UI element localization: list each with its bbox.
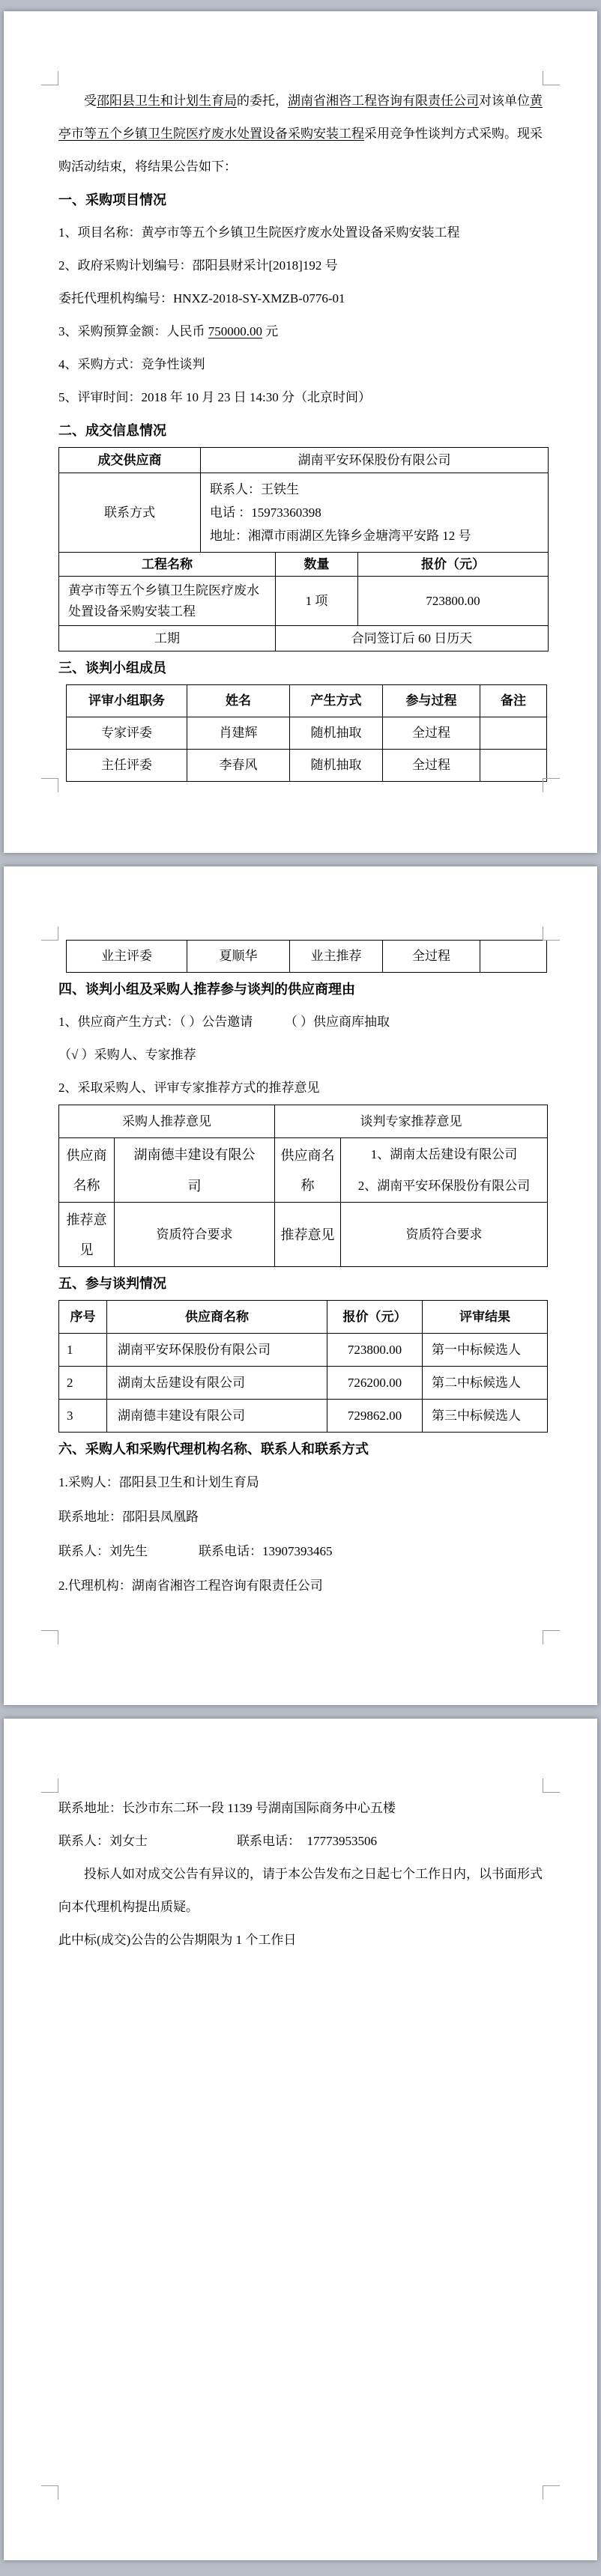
buyer-line: 1.采购人：邵阳县卫生和计划生育局 <box>58 1475 259 1489</box>
contact-label-cell: 联系方式 <box>59 473 201 553</box>
crop-mark-bottom-right-icon <box>543 2485 560 2500</box>
table-row <box>59 1138 548 1203</box>
contact-phone: 电话 ：15973360398 <box>210 505 321 520</box>
agency-address-line: 联系地址：长沙市东二环一段 1139 号湖南国际商务中心五楼 <box>58 1801 396 1815</box>
contact-value-cell <box>201 473 549 553</box>
objection-paragraph: 投标人如对成交公告有异议的，请于本公告发布之日起七个工作日内，以书面形式向本代理机构提出质疑。 <box>58 1867 543 1914</box>
col-participation: 参与过程 <box>383 685 480 717</box>
agency-contact-line: 联系人：刘女士 联系电话： 17773953506 <box>58 1834 377 1848</box>
col-selection: 产生方式 <box>290 685 383 717</box>
table-row <box>59 626 549 651</box>
award-info-table <box>58 447 549 651</box>
review-time-line: 5、评审时间：2018 年 10 月 23 日 14:30 分（北京时间） <box>58 390 371 404</box>
intro-text-1: 受 <box>84 94 97 108</box>
crop-mark-bottom-left-icon <box>41 778 58 792</box>
contact-person: 联系人：王铁生 <box>210 482 299 496</box>
table-row <box>59 577 549 626</box>
cell-selection: 随机抽取 <box>290 750 383 782</box>
duration-value-cell: 合同签订后 60 日历天 <box>276 626 549 651</box>
section6-heading: 六、采购人和采购代理机构名称、联系人和联系方式 <box>58 1442 369 1456</box>
cell-remark <box>480 750 547 782</box>
table-row <box>59 1334 548 1367</box>
table-row <box>59 473 549 553</box>
buyer-supplier-value: 湖南德丰建设有限公司 <box>115 1138 275 1203</box>
cell-seq: 2 <box>59 1367 107 1400</box>
crop-mark-top-right-icon <box>543 926 560 941</box>
method-line: 4、采购方式：竞争性谈判 <box>58 357 205 371</box>
crop-mark-bottom-left-icon <box>41 2485 58 2500</box>
cell-role: 主任评委 <box>67 750 187 782</box>
col-supplier: 供应商名称 <box>107 1301 327 1334</box>
table-header-row <box>59 1301 548 1334</box>
table-row <box>59 1203 548 1267</box>
crop-mark-top-left-icon <box>41 71 58 85</box>
page-1 <box>4 11 597 853</box>
cell-price: 726200.00 <box>327 1367 423 1400</box>
buyer-address-line: 联系地址：邵阳县凤凰路 <box>58 1510 199 1524</box>
cell-name: 肖建辉 <box>187 717 290 750</box>
agency-name-underlined: 湖南省湘咨工程咨询有限责任公司 <box>288 94 479 108</box>
supplier-value-cell: 湖南平安环保股份有限公司 <box>201 448 549 473</box>
project-col-header: 工程名称 <box>59 553 276 577</box>
cell-supplier: 湖南德丰建设有限公司 <box>107 1400 327 1433</box>
cell-result: 第一中标候选人 <box>423 1334 548 1367</box>
intro-text-3: 对该单位 <box>479 94 530 108</box>
cell-role: 专家评委 <box>67 717 187 750</box>
project-name-cell: 黄亭市等五个乡镇卫生院医疗废水处置设备采购安装工程 <box>59 577 276 626</box>
cell-supplier: 湖南太岳建设有限公司 <box>107 1367 327 1400</box>
budget-line <box>58 315 547 348</box>
supplier-source-line: 1、供应商产生方式：（ ）公告邀请 （ ）供应商库抽取 <box>58 1015 390 1029</box>
cell-seq: 1 <box>59 1334 107 1367</box>
cell-result: 第三中标候选人 <box>423 1400 548 1433</box>
crop-mark-bottom-right-icon <box>543 1630 560 1644</box>
buyer-opinion-value: 资质符合要求 <box>115 1203 275 1267</box>
expert-recommendation-header: 谈判专家推荐意见 <box>275 1105 548 1138</box>
buyer-supplier-label: 供应商名称 <box>59 1138 115 1203</box>
expert-opinion-value: 资质符合要求 <box>341 1203 548 1267</box>
agency-line: 2.代理机构：湖南省湘咨工程咨询有限责任公司 <box>58 1579 323 1593</box>
plan-number-line: 2、政府采购计划编号：邵阳县财采计[2018]192 号 <box>58 258 338 273</box>
col-result: 评审结果 <box>423 1301 548 1334</box>
supplier-source-checked: （√ ）采购人、专家推荐 <box>58 1048 196 1062</box>
contact-address: 地址：湘潭市雨湖区先锋乡金塘湾平安路 12 号 <box>210 529 471 543</box>
col-name: 姓名 <box>187 685 290 717</box>
page-3-content <box>4 1719 597 1957</box>
expert-supplier-values <box>341 1138 548 1203</box>
expert-opinion-label: 推荐意见 <box>275 1203 341 1267</box>
table-header-row <box>67 685 547 717</box>
page-3 <box>4 1719 597 2560</box>
col-remark: 备注 <box>480 685 547 717</box>
table-row <box>59 1367 548 1400</box>
crop-mark-bottom-left-icon <box>41 1630 58 1644</box>
qty-col-header: 数量 <box>276 553 358 577</box>
price-cell: 723800.00 <box>358 577 549 626</box>
project-name-line: 1、项目名称：黄亭市等五个乡镇卫生院医疗废水处置设备采购安装工程 <box>58 225 460 240</box>
cell-seq: 3 <box>59 1400 107 1433</box>
cell-price: 729862.00 <box>327 1400 423 1433</box>
cell-participation: 全过程 <box>383 941 480 973</box>
negotiation-panel-table-continued <box>66 940 547 973</box>
section3-heading: 三、谈判小组成员 <box>58 660 166 675</box>
intro-text-4: 采用竞争性谈判方式采购。现采购活动结束，将结果公告如下： <box>58 127 543 174</box>
section4-heading: 四、谈判小组及采购人推荐参与谈判的供应商理由 <box>58 982 355 997</box>
expert-supplier-1: 1、湖南太岳建设有限公司 <box>370 1146 518 1161</box>
duration-label-cell: 工期 <box>59 626 276 651</box>
intro-text-2: 的委托， <box>237 94 288 108</box>
budget-prefix: 3、采购预算金额：人民币 <box>58 324 208 338</box>
buyer-recommendation-header: 采购人推荐意见 <box>59 1105 275 1138</box>
agency-number-line: 委托代理机构编号：HNXZ-2018-SY-XMZB-0776-01 <box>58 291 345 306</box>
participation-table <box>58 1300 548 1433</box>
cell-supplier: 湖南平安环保股份有限公司 <box>107 1334 327 1367</box>
project-name-underlined: 黄亭市等五个乡镇卫生院医疗废水处置设备采购安装工程 <box>58 94 543 141</box>
cell-participation: 全过程 <box>383 750 480 782</box>
negotiation-panel-table <box>66 684 547 782</box>
cell-price: 723800.00 <box>327 1334 423 1367</box>
table-row <box>67 941 547 973</box>
buyer-agency-contact-block <box>58 1433 547 1603</box>
announcement-period-line: 此中标(成交)公告的公告期限为 1 个工作日 <box>58 1933 297 1947</box>
crop-mark-top-left-icon <box>41 926 58 941</box>
crop-mark-top-right-icon <box>543 1778 560 1793</box>
buyer-contact-line: 联系人：刘先生 联系电话：13907393465 <box>58 1544 333 1558</box>
crop-mark-bottom-right-icon <box>543 778 560 792</box>
page-2-content <box>4 866 597 1603</box>
budget-suffix: 元 <box>262 324 279 338</box>
buyer-opinion-label: 推荐意见 <box>59 1203 115 1267</box>
recommendation-table <box>58 1105 548 1267</box>
table-row <box>67 750 547 782</box>
section2-heading: 二、成交信息情况 <box>58 423 166 438</box>
cell-role: 业主评委 <box>67 941 187 973</box>
table-row <box>59 553 549 577</box>
cell-selection: 业主推荐 <box>290 941 383 973</box>
buyer-name-underlined: 邵阳县卫生和计划生育局 <box>97 94 237 108</box>
cell-remark <box>480 941 547 973</box>
col-seq: 序号 <box>59 1301 107 1334</box>
qty-cell: 1 项 <box>276 577 358 626</box>
section1-heading: 一、采购项目情况 <box>58 192 166 207</box>
page-2 <box>4 866 597 1705</box>
table-row <box>67 717 547 750</box>
cell-remark <box>480 717 547 750</box>
section5-heading: 五、参与谈判情况 <box>58 1276 166 1291</box>
col-price: 报价（元） <box>327 1301 423 1334</box>
crop-mark-top-left-icon <box>41 1778 58 1793</box>
cell-name: 夏顺华 <box>187 941 290 973</box>
intro-paragraph <box>58 85 547 183</box>
expert-supplier-2: 2、湖南平安环保股份有限公司 <box>357 1178 531 1193</box>
supplier-label-cell: 成交供应商 <box>59 448 201 473</box>
recommendation-intro-line: 2、采取采购人、评审专家推荐方式的推荐意见 <box>58 1081 320 1095</box>
table-row <box>59 448 549 473</box>
page-1-content <box>4 11 597 782</box>
cell-selection: 随机抽取 <box>290 717 383 750</box>
crop-mark-top-right-icon <box>543 71 560 85</box>
cell-participation: 全过程 <box>383 717 480 750</box>
col-role: 评审小组职务 <box>67 685 187 717</box>
table-row <box>59 1400 548 1433</box>
cell-result: 第二中标候选人 <box>423 1367 548 1400</box>
expert-supplier-label: 供应商名称 <box>275 1138 341 1203</box>
price-col-header: 报价（元） <box>358 553 549 577</box>
cell-name: 李春风 <box>187 750 290 782</box>
budget-amount: 750000.00 <box>208 324 262 338</box>
table-header-row <box>59 1105 548 1138</box>
